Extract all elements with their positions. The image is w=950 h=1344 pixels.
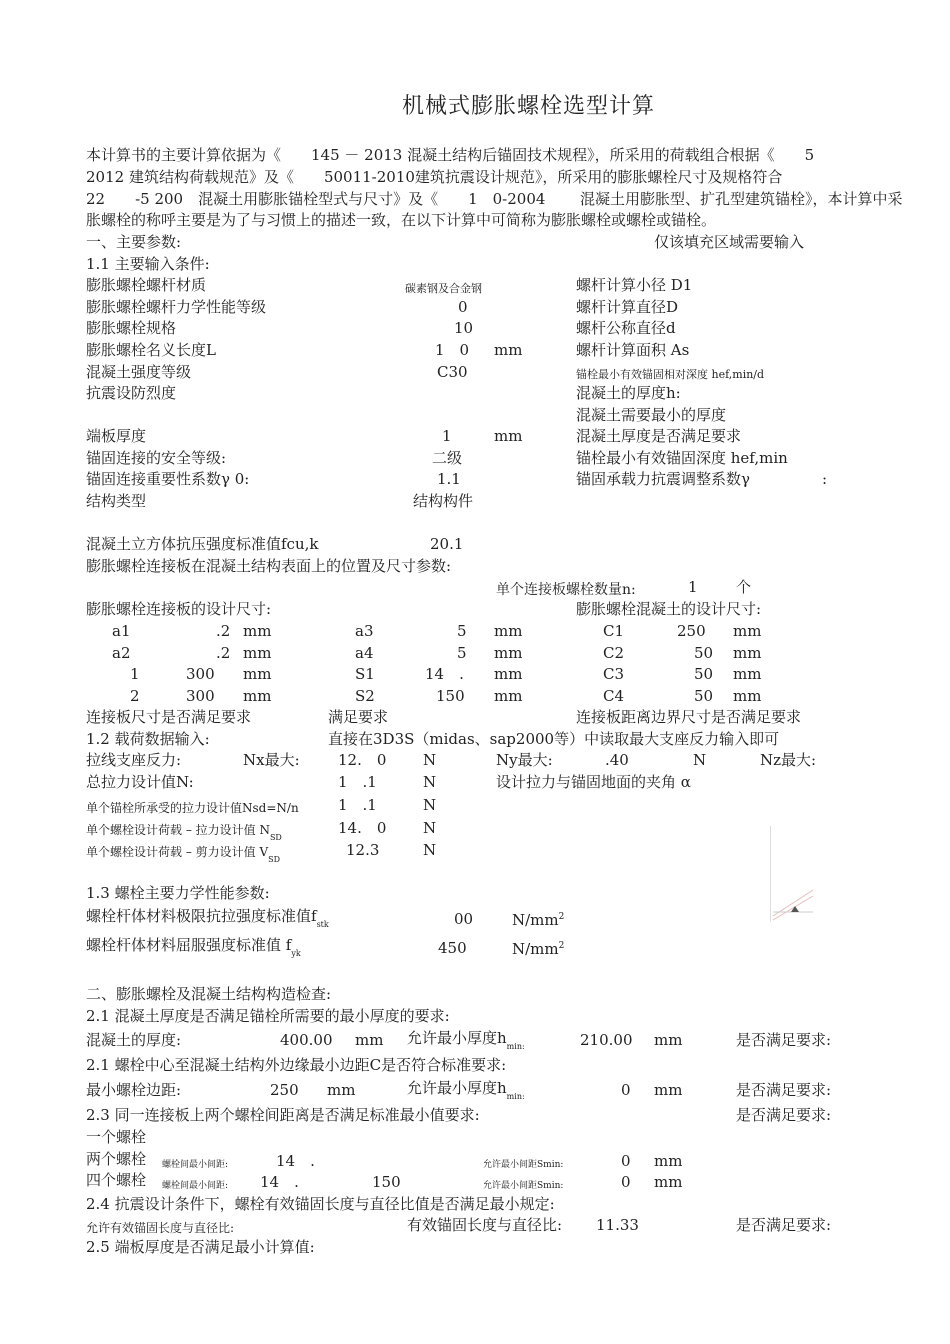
fstk-value: 00 — [454, 910, 474, 928]
dim-unit: mm — [494, 687, 523, 705]
intro-line: 2012 建筑结构荷载规范》及《 50011-2010建筑抗震设计规范》，所采用的膨胀螺栓尺寸及规格符合 — [86, 168, 783, 186]
param-label: 螺杆计算面积 As — [576, 341, 690, 359]
concrete-design-heading: 膨胀螺栓混凝土的设计尺寸: — [576, 600, 762, 618]
dim-value: 5 — [457, 622, 467, 640]
dim-label: S1 — [355, 665, 375, 683]
dim-label: C1 — [603, 622, 625, 640]
ratio-value: 11.33 — [596, 1216, 639, 1234]
dim-unit: mm — [733, 665, 762, 683]
dim-label: 2 — [130, 687, 140, 705]
section-heading: 一、主要参数: — [86, 233, 182, 251]
dim-value: 14 . — [425, 665, 464, 683]
param-label: 混凝土的厚度h: — [576, 384, 681, 402]
param-label: 抗震设防烈度 — [86, 384, 177, 402]
edge-min-text: 允许最小厚度h — [407, 1079, 507, 1097]
nsd-value: 1 .1 — [338, 796, 377, 814]
four-bolt-allow-label: 允许最小间距Smin: — [483, 1181, 564, 1191]
plate-check-label: 连接板尺寸是否满足要求 — [86, 708, 252, 726]
fstk-sub: stk — [316, 920, 329, 929]
nx-value: 12. 0 — [338, 751, 387, 769]
dim-label: C2 — [603, 644, 625, 662]
load-input-note: 直接在3D3S（midas、sap2000等）中读取最大支座反力输入即可 — [328, 730, 780, 748]
fstk-label — [86, 907, 329, 929]
fyk-unit — [512, 942, 564, 957]
subsection-heading: 1.1 主要输入条件: — [86, 255, 210, 273]
param-value: 1 — [442, 427, 452, 445]
dim-label: a1 — [112, 622, 131, 640]
param-label: 结构类型 — [86, 492, 147, 510]
plate-design-heading: 膨胀螺栓连接板的设计尺寸: — [86, 600, 272, 618]
tension-design-text: 单个螺栓设计荷载 – 拉力设计值 N — [86, 823, 270, 837]
thickness-unit: mm — [355, 1031, 384, 1049]
fyk-unit-sup: 2 — [558, 941, 565, 951]
param-label: 膨胀螺栓名义长度L — [86, 341, 216, 359]
edge-distance-unit: mm — [327, 1081, 356, 1099]
param-label: 螺杆计算直径D — [576, 298, 679, 316]
param-label: 锚固连接重要性系数γ 0: — [86, 470, 250, 488]
dim-label: 1 — [130, 665, 140, 683]
fcu-value: 20.1 — [430, 535, 464, 553]
shear-design-value: 12.3 — [346, 841, 380, 859]
thickness-label: 混凝土的厚度: — [86, 1031, 182, 1049]
nz-label: Nz最大: — [760, 751, 817, 769]
page-title: 机械式膨胀螺栓选型计算 — [402, 94, 656, 119]
requirement-label: 是否满足要求: — [736, 1106, 832, 1124]
dim-unit: mm — [243, 665, 272, 683]
fstk-unit-text: N/mm — [512, 911, 559, 929]
param-unit: mm — [494, 427, 523, 445]
param-label: 锚栓最小有效锚固深度 hef,min — [576, 449, 788, 467]
param-value: 1.1 — [437, 470, 461, 488]
total-tension-label: 总拉力设计值N: — [86, 773, 194, 791]
param-label: 膨胀螺栓螺杆材质 — [86, 276, 207, 294]
nsd-label: 单个锚栓所承受的拉力设计值Nsd=N/n — [86, 801, 299, 815]
requirement-label: 是否满足要求: — [736, 1081, 832, 1099]
dim-value: 50 — [694, 644, 714, 662]
dim-value: 300 — [186, 687, 215, 705]
thickness-value: 400.00 — [280, 1031, 333, 1049]
one-bolt-label: 一个螺栓 — [86, 1128, 147, 1146]
param-label: 膨胀螺栓规格 — [86, 319, 177, 337]
min-thickness-unit: mm — [654, 1031, 683, 1049]
edge-min-label — [407, 1079, 525, 1101]
param-label: 锚固承载力抗震调整系数γ — [576, 470, 750, 488]
param-label: 螺杆公称直径d — [576, 319, 676, 337]
param-label: 混凝土需要最小的厚度 — [576, 406, 727, 424]
param-unit: mm — [494, 341, 523, 359]
dim-value: 250 — [677, 622, 706, 640]
ny-unit: N — [693, 751, 707, 769]
edge-check-label: 连接板距离边界尺寸是否满足要求 — [576, 708, 802, 726]
tension-design-unit: N — [423, 819, 437, 837]
edge-min-value: 0 — [621, 1081, 631, 1099]
param-label: 锚固连接的安全等级: — [86, 449, 227, 467]
dim-value: 5 — [457, 644, 467, 662]
shear-design-sub: SD — [268, 855, 281, 864]
dim-label: C4 — [603, 687, 625, 705]
check-heading: 2.1 混凝土厚度是否满足锚栓所需要的最小厚度的要求: — [86, 1007, 450, 1025]
dim-value: 50 — [694, 665, 714, 683]
dim-unit: mm — [494, 665, 523, 683]
fstk-text: 螺栓杆体材料极限抗拉强度标准值f — [86, 907, 317, 925]
tension-design-value: 14. 0 — [338, 819, 387, 837]
edge-distance-label: 最小螺栓边距: — [86, 1081, 182, 1099]
dim-label: C3 — [603, 665, 625, 683]
two-bolt-allow-unit: mm — [654, 1152, 683, 1170]
bolt-count-label: 单个连接板螺栓数量n: — [496, 582, 636, 598]
dim-unit: mm — [494, 622, 523, 640]
min-thickness-sub: min: — [506, 1042, 525, 1051]
dim-value: .2 — [216, 622, 231, 640]
fyk-label — [86, 936, 301, 958]
subsection-heading: 1.2 载荷数据输入: — [86, 730, 210, 748]
param-value: 0 — [458, 298, 468, 316]
two-bolt-allow-label: 允许最小间距Smin: — [483, 1160, 564, 1170]
bolt-count-value: 1 — [688, 578, 698, 596]
four-bolt-label: 四个螺栓 — [86, 1171, 147, 1189]
plate-position-heading: 膨胀螺栓连接板在混凝土结构表面上的位置及尺寸参数: — [86, 557, 452, 575]
four-bolt-spacing-value: 14 . — [260, 1173, 299, 1191]
two-bolt-allow-value: 0 — [621, 1152, 631, 1170]
param-label: 混凝土强度等级 — [86, 363, 192, 381]
param-label: 锚栓最小有效锚固相对深度 hef,min/d — [576, 368, 765, 381]
dim-unit: mm — [243, 644, 272, 662]
tension-design-sub: SD — [269, 833, 282, 842]
dim-label: a4 — [355, 644, 374, 662]
param-label: 端板厚度 — [86, 427, 147, 445]
dim-unit: mm — [733, 644, 762, 662]
param-value: 10 — [454, 319, 474, 337]
dim-value: .2 — [216, 644, 231, 662]
angle-diagram — [770, 826, 815, 922]
ny-label: Ny最大: — [496, 751, 553, 769]
two-bolt-spacing-value: 14 . — [276, 1152, 315, 1170]
four-bolt-spacing-value-2: 150 — [372, 1173, 401, 1191]
dim-unit: mm — [243, 687, 272, 705]
dim-unit: mm — [733, 687, 762, 705]
intro-line: 本计算书的主要计算依据为《 145 － 2013 混凝土结构后锚固技术规程》，所采用的荷载组合根据《 5 — [86, 146, 815, 164]
intro-line: 22 -5 200 混凝土用膨胀锚栓型式与尺寸》及《 1 0-2004 — [86, 190, 546, 208]
dim-label: S2 — [355, 687, 375, 705]
check-heading: 2.3 同一连接板上两个螺栓间距离是否满足标准最小值要求: — [86, 1106, 480, 1124]
min-thickness-text: 允许最小厚度h — [407, 1029, 507, 1047]
ny-value: .40 — [605, 751, 629, 769]
plate-check-value: 满足要求 — [328, 708, 389, 726]
dim-unit: mm — [733, 622, 762, 640]
fyk-text: 螺栓杆体材料屈服强度标准值 f — [86, 936, 292, 954]
nx-label: Nx最大: — [243, 751, 300, 769]
edge-min-unit: mm — [654, 1081, 683, 1099]
reaction-label: 拉线支座反力: — [86, 751, 182, 769]
param-value: C30 — [437, 363, 468, 381]
four-bolt-spacing-label: 螺栓间最小间距: — [162, 1181, 229, 1191]
min-thickness-label — [407, 1029, 525, 1051]
check-heading: 2.1 螺栓中心至混凝土结构外边缘最小边距C是否符合标准要求: — [86, 1056, 507, 1074]
param-label: 膨胀螺栓螺杆力学性能等级 — [86, 298, 267, 316]
four-bolt-allow-value: 0 — [621, 1173, 631, 1191]
check-heading: 2.4 抗震设计条件下，螺栓有效锚固长度与直径比值是否满足最小规定: — [86, 1195, 555, 1213]
ratio-allow-label: 允许有效锚固长度与直径比: — [86, 1221, 235, 1235]
dim-unit: mm — [494, 644, 523, 662]
intro-line: 混凝土用膨胀型、扩孔型建筑锚栓》，本计算中采 — [580, 190, 903, 208]
fyk-unit-text: N/mm — [512, 940, 559, 958]
param-value: 二级 — [432, 449, 463, 467]
check-heading: 2.5 端板厚度是否满足最小计算值: — [86, 1238, 315, 1256]
tension-design-label — [86, 823, 282, 842]
dim-value: 150 — [436, 687, 465, 705]
ratio-label: 有效锚固长度与直径比: — [407, 1216, 563, 1234]
four-bolt-allow-unit: mm — [654, 1173, 683, 1191]
param-label: 螺杆计算小径 D1 — [576, 276, 693, 294]
bolt-count-unit: 个 — [736, 578, 752, 596]
shear-design-label — [86, 845, 281, 864]
fyk-value: 450 — [438, 939, 467, 957]
intro-line: 胀螺栓的称呼主要是为了与习惯上的描述一致，在以下计算中可简称为膨胀螺栓或螺栓或锚栓。 — [86, 211, 717, 229]
two-bolt-label: 两个螺栓 — [86, 1150, 147, 1168]
angle-diagram-svg — [771, 826, 815, 922]
fyk-sub: yk — [291, 949, 301, 958]
edge-distance-value: 250 — [270, 1081, 299, 1099]
fstk-unit — [512, 913, 564, 928]
section-heading: 二、膨胀螺栓及混凝土结构构造检查: — [86, 985, 332, 1003]
fcu-label: 混凝土立方体抗压强度标准值fcu,k — [86, 535, 319, 553]
dim-label: a2 — [112, 644, 131, 662]
requirement-label: 是否满足要求: — [736, 1031, 832, 1049]
fstk-unit-sup: 2 — [558, 912, 565, 922]
two-bolt-spacing-label: 螺栓间最小间距: — [162, 1160, 229, 1170]
input-note: 仅该填充区域需要输入 — [654, 233, 805, 251]
total-tension-unit: N — [423, 773, 437, 791]
param-separator: : — [822, 470, 828, 488]
param-value: 结构构件 — [413, 492, 474, 510]
shear-design-text: 单个螺栓设计荷载 – 剪力设计值 V — [86, 845, 269, 859]
total-tension-value: 1 .1 — [338, 773, 377, 791]
dim-unit: mm — [243, 622, 272, 640]
requirement-label: 是否满足要求: — [736, 1216, 832, 1234]
min-thickness-value: 210.00 — [580, 1031, 633, 1049]
dim-value: 50 — [694, 687, 714, 705]
param-value: 1 0 — [435, 341, 470, 359]
angle-label: 设计拉力与锚固地面的夹角 α — [496, 773, 691, 791]
dim-value: 300 — [186, 665, 215, 683]
shear-design-unit: N — [423, 841, 437, 859]
edge-min-sub: min: — [506, 1092, 525, 1101]
param-value: 碳素钢及合金钢 — [405, 282, 482, 295]
nsd-unit: N — [423, 796, 437, 814]
param-label: 混凝土厚度是否满足要求 — [576, 427, 742, 445]
subsection-heading: 1.3 螺栓主要力学性能参数: — [86, 884, 270, 902]
nx-unit: N — [423, 751, 437, 769]
dim-label: a3 — [355, 622, 374, 640]
